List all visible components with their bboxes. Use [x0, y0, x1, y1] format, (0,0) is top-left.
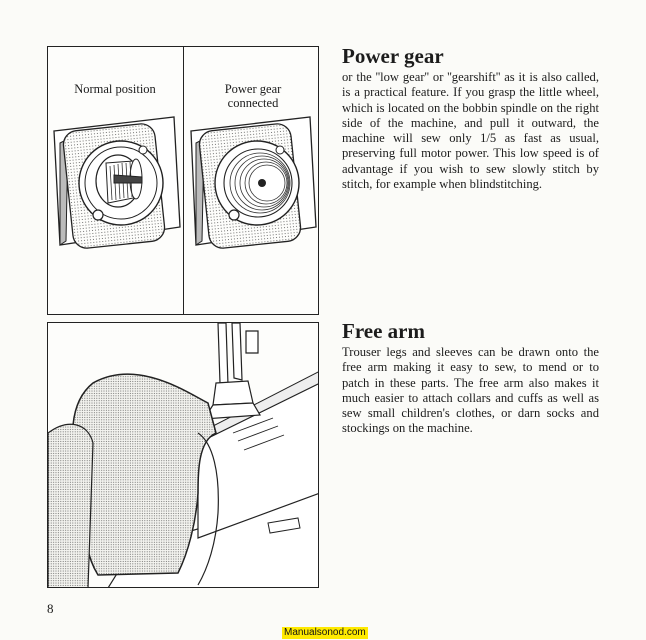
page-number: 8: [47, 601, 54, 616]
normal-position-wheel-drawing: [54, 117, 180, 249]
power-gear-description: or the ''low gear'' or ''gearshift'' as it is also called, is a practical feature. If you grasp the little wheel, which is located on the bobbin spindle on the right side of the machine, and pull it outward, the machine will sew only 1/5 as fast as usual, preserving full motor power. This low speed is of advantage if you wish to sew slowly stitch by stitch, for example when blindstitching.: [342, 70, 599, 192]
power-gear-illustration: [48, 47, 320, 316]
normal-position-caption: Normal position: [74, 82, 156, 96]
power-gear-figure: [47, 46, 319, 315]
free-arm-description: Trouser legs and sleeves can be drawn onto the free arm making it easy to sew, to mend or to patch in these parts. The free arm also makes it much easier to attach collars and cuffs as well as sew small children's clothes, or darn socks and stockings on the machine.: [342, 345, 599, 436]
free-arm-illustration: [48, 323, 319, 588]
power-gear-wheel-drawing: [191, 117, 316, 249]
watermark-label: Manualsonod.com: [284, 627, 366, 638]
power-gear-heading: Power gear: [342, 44, 444, 68]
free-arm-heading: Free arm: [342, 319, 425, 343]
presser-foot: [204, 323, 260, 419]
power-gear-connected-caption: Power gear connected: [224, 82, 282, 110]
free-arm-figure: [47, 322, 319, 588]
